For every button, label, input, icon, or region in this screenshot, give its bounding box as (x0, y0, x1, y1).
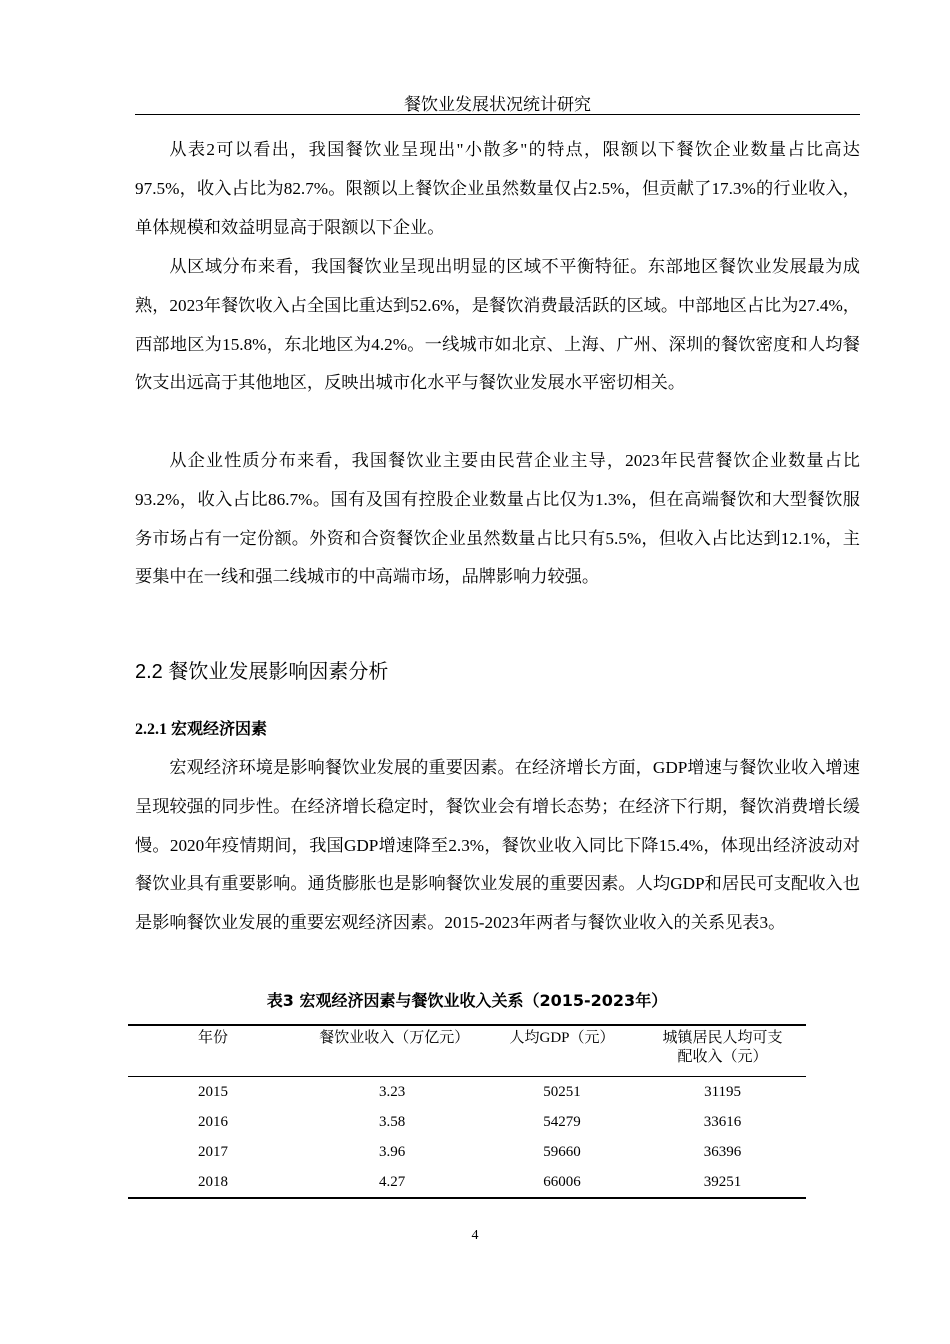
cell-year: 2018 (198, 1173, 228, 1190)
paragraph-scale-structure: 从表2可以看出，我国餐饮业呈现出"小散多"的特点，限额以下餐饮企业数量占比高达97.5%，收入占比为82.7%。限额以上餐饮企业虽然数量仅占2.5%，但贡献了17.3%的行业收入，单体规模和效益明显高于限额以下企业。 (135, 140, 860, 237)
column-header: 年份 (128, 1025, 299, 1077)
table-row (128, 1077, 806, 1108)
section-heading: 2.2 餐饮业发展影响因素分析 (135, 661, 389, 683)
cell-gdp-per-capita: 59660 (543, 1143, 581, 1160)
subsection-heading: 2.2.1 宏观经济因素 (135, 721, 268, 738)
cell-year: 2017 (198, 1143, 228, 1160)
paragraph-regional-distribution: 从区域分布来看，我国餐饮业呈现出明显的区域不平衡特征。东部地区餐饮业发展最为成熟，2023年餐饮收入占全国比重达到52.6%，是餐饮消费最活跃的区域。中部地区占比为27.4%，西部地区为15.8%，东北地区为4.2%。一线城市如北京、上海、广州、深圳的餐饮密度和人均餐饮支出远高于其他地区，反映出城市化水平与餐饮业发展水平密切相关。 (135, 257, 860, 393)
table-row (128, 1167, 806, 1198)
cell-gdp-per-capita: 50251 (543, 1083, 581, 1100)
cell-revenue: 3.58 (378, 1113, 406, 1130)
macro-economy-table (128, 1024, 806, 1199)
cell-revenue: 3.23 (378, 1083, 406, 1100)
column-header: 人均GDP（元） (485, 1025, 639, 1077)
running-header: 餐饮业发展状况统计研究 (135, 90, 860, 115)
cell-gdp-per-capita: 54279 (543, 1113, 581, 1130)
cell-disposable-income: 39251 (703, 1173, 742, 1190)
cell-gdp-per-capita: 66006 (543, 1173, 581, 1190)
column-header: 城镇居民人均可支配收入（元） (639, 1025, 806, 1077)
table-row (128, 1107, 806, 1137)
cell-revenue: 4.27 (378, 1173, 406, 1190)
cell-revenue: 3.96 (378, 1143, 406, 1160)
cell-year: 2016 (198, 1113, 228, 1130)
table-caption: 表3 宏观经济因素与餐饮业收入关系（2015-2023年） (266, 991, 668, 1010)
table-header-row (128, 1025, 806, 1077)
table-row (128, 1137, 806, 1167)
cell-disposable-income: 36396 (703, 1143, 742, 1160)
column-header: 餐饮业收入（万亿元） (299, 1025, 485, 1077)
cell-year: 2015 (198, 1083, 228, 1100)
cell-disposable-income: 33616 (703, 1113, 742, 1130)
paragraph-macro-economy: 宏观经济环境是影响餐饮业发展的重要因素。在经济增长方面，GDP增速与餐饮业收入增速呈现较强的同步性。在经济增长稳定时，餐饮业会有增长态势；在经济下行期，餐饮消费增长缓慢。2020年疫情期间，我国GDP增速降至2.3%，餐饮业收入同比下降15.4%，体现出经济波动对餐饮业具有重要影响。通货膨胀也是影响餐饮业发展的重要因素。人均GDP和居民可支配收入也是影响餐饮业发展的重要宏观经济因素。2015-2023年两者与餐饮业收入的关系见表3。 (135, 758, 860, 933)
paragraph-ownership-distribution: 从企业性质分布来看，我国餐饮业主要由民营企业主导，2023年民营餐饮企业数量占比93.2%，收入占比86.7%。国有及国有控股企业数量占比仅为1.3%，但在高端餐饮和大型餐饮服务市场占有一定份额。外资和合资餐饮企业虽然数量占比只有5.5%，但收入占比达到12.1%，主要集中在一线和强二线城市的中高端市场，品牌影响力较强。 (135, 451, 860, 587)
page-number: 4 (471, 1228, 479, 1243)
cell-disposable-income: 31195 (704, 1083, 742, 1100)
